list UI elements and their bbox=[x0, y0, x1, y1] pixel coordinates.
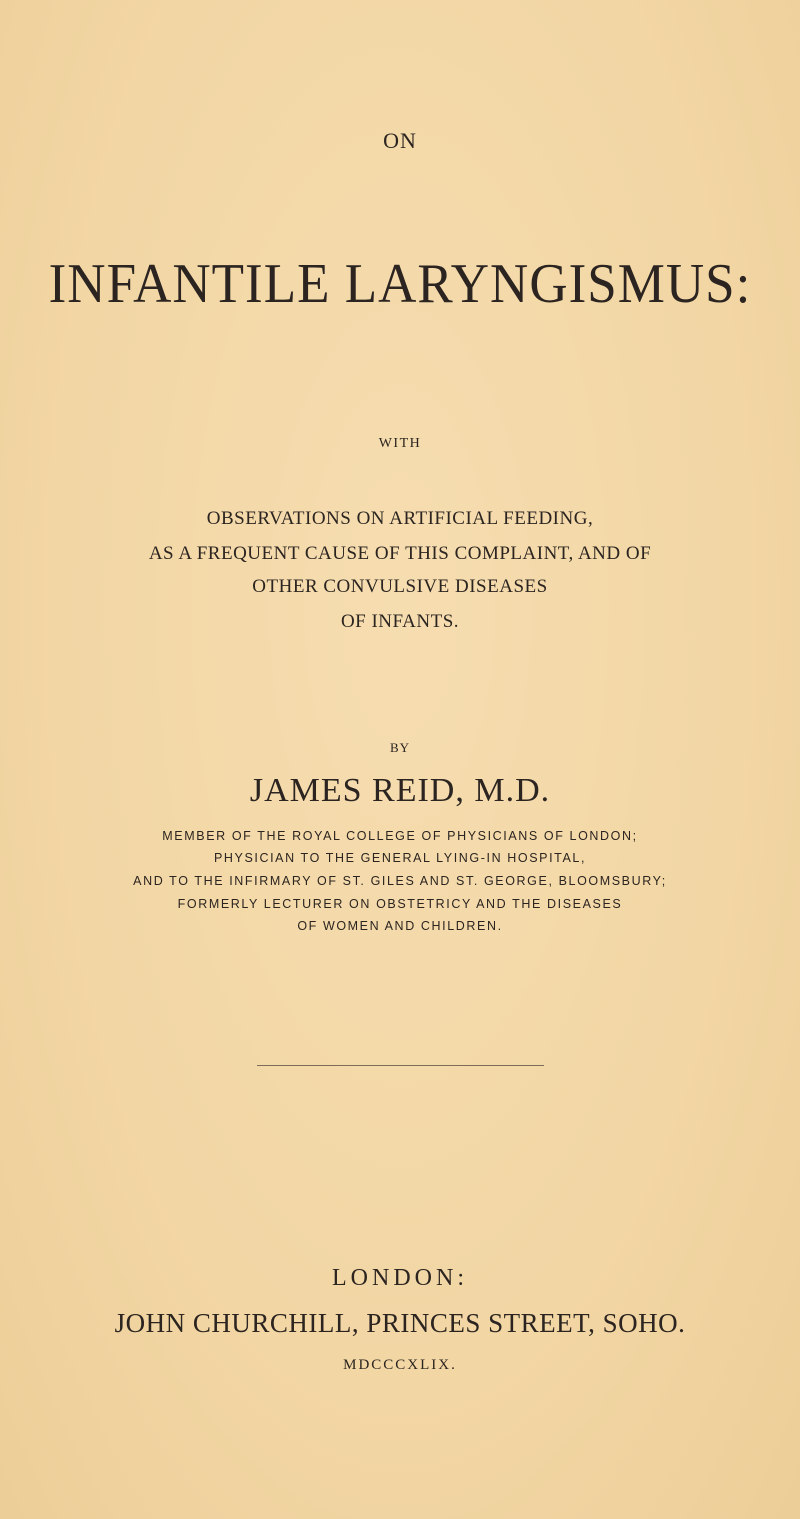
subtitle-line: OTHER CONVULSIVE DISEASES bbox=[252, 576, 548, 597]
title-prefix: ON bbox=[383, 128, 417, 153]
credential-line: AND TO THE INFIRMARY OF ST. GILES AND ST. GEORGE, BLOOMSBURY; bbox=[133, 874, 667, 888]
subtitle-line: OF INFANTS. bbox=[340, 611, 460, 632]
with-label: WITH bbox=[378, 436, 422, 451]
publisher: JOHN CHURCHILL, PRINCES STREET, SOHO. bbox=[114, 1308, 686, 1338]
publication-place: LONDON: bbox=[332, 1265, 468, 1291]
subtitle-line: AS A FREQUENT CAUSE OF THIS COMPLAINT, AND OF bbox=[148, 543, 652, 564]
main-title: INFANTILE LARYNGISMUS: bbox=[48, 253, 752, 315]
credential-line: OF WOMEN AND CHILDREN. bbox=[297, 919, 503, 933]
by-label: BY bbox=[389, 740, 411, 755]
credential-line: FORMERLY LECTURER ON OBSTETRICY AND THE DISEASES bbox=[177, 897, 623, 911]
author-name: JAMES REID, M.D. bbox=[249, 772, 551, 809]
subtitle-line: OBSERVATIONS ON ARTIFICIAL FEEDING, bbox=[206, 508, 594, 529]
credential-line: MEMBER OF THE ROYAL COLLEGE OF PHYSICIANS OF LONDON; bbox=[162, 829, 638, 843]
publication-date: MDCCCXLIX. bbox=[343, 1357, 457, 1373]
horizontal-rule bbox=[257, 1065, 544, 1066]
credential-line: PHYSICIAN TO THE GENERAL LYING-IN HOSPITAL, bbox=[213, 851, 587, 865]
